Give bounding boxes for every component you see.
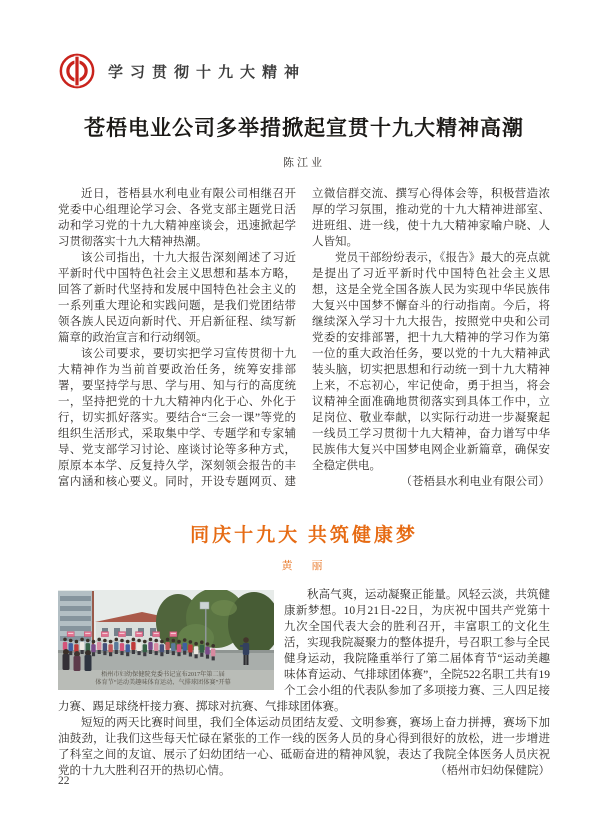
article-1-paragraph-text: 党员干部纷纷表示，《报告》最大的亮点就是提出了习近平新时代中国特色社会主义思想，这是全党全国各族人民为实现中华民族伟大复兴中国梦不懈奋斗的行动指南。今后，将继续深入学习十九大报告，按照党中央和公司党委的安排部署，把十九大精神的学习作为第一位的重大政治任务，要以党的十九大精神武装头脑，切实把思想和行动统一到十九大精神上来，不忘初心，牢记使命，勇于担当，将会议精神全面准确地贯彻落实到具体工作中，立足岗位、敬业奉献，以实际行动进一步凝聚起一线员工学习贯彻十九大精神，奋力谱写中华民族伟大复兴中国梦电网企业新篇章，确保安全稳定供电。 (312, 252, 550, 472)
photo-foreground-figures (63, 649, 92, 671)
article-1-paragraph: 该公司指出，十九大报告深刻阐述了习近平新时代中国特色社会主义思想和基本方略，回答了新时代坚持和发展中国特色社会主义的一系列重大理论和实践问题，是我们党团结带领各族人民迈向新时代、开启新征程、续写新篇章的政治宣言和行动纲领。 (58, 252, 296, 344)
article-2-title: 同庆十九大 共筑健康梦 (190, 525, 418, 546)
article-1-title: 苍梧电业公司多举措掀起宣贯十九大精神高潮 (84, 116, 524, 140)
article-1 (58, 112, 550, 490)
article-2-body (58, 587, 550, 779)
page-number: 22 (58, 775, 70, 787)
article-1-paragraph: 该公司要求，要切实把学习宣传贯彻十九大精神作为当前首要政治任务，统筹安排部署，要坚持学与思、学与用、知与行的高度统一，坚持把党的十九大精神内化于心、外化于行，切实抓好落实。要结合“三会一课”等党的组织生活形式，采取集中学、专题学和专家辅导、党支部学习讨论、座谈讨论等多种方式，原原本本学、反复持久学，深刻领会报告的丰富内涵和核心要义。同时，开设专题网页、建立微信群交流、撰写心得体会等，积极营造浓厚的学习氛围，推动党的十九大精神进部室、进班组、进一线，使十九大精神家喻户晓、人人皆知。 (58, 188, 550, 488)
photo-caption-line-1: 梧州市妇幼保健院党委书记宣布2017年第二届 (101, 671, 225, 678)
page-header (58, 50, 550, 92)
section-title: 学习贯彻十九大精神 (108, 64, 307, 81)
article-2-paragraph (58, 715, 550, 779)
article-2-paragraph-text: 短短的两天比赛时间里，我们全体运动员团结友爱、文明参赛，赛场上奋力拼搏，赛场下加油鼓劲，让我们这些每天忙碌在紧张的工作一线的医务人员的身心得到很好的放松，进一步增进了科室之间的友谊、展示了妇幼团结一心、砥砺奋进的精神风貌，表达了我院全体医务人员庆祝党的十九大胜利召开的热切心情。 (58, 717, 550, 777)
article-2-attribution: （梧州市妇幼保健院） (435, 765, 550, 777)
article-1-author: 陈江业 (283, 157, 325, 169)
trade-union-emblem-icon (58, 52, 96, 90)
courtyard-photo-illustration (58, 590, 274, 690)
article-2-author: 黄 丽 (281, 560, 327, 572)
article-1-body (58, 186, 550, 490)
photo-caption-line-2: 体育节“运动美趣味体育运动、气排球团体赛”开幕 (95, 679, 231, 686)
article-2 (58, 520, 550, 779)
article-1-paragraph (312, 250, 550, 488)
article-2-paragraph: 秋高气爽，运动凝聚正能量。风轻云淡，共筑健康新梦想。10月21日-22日，为庆祝中国共产党第十九次全国代表大会的胜利召开，丰富职工的文化生活，实现我院凝聚力的整体提升，号召职工参与全民健身运动，我院隆重举行了第二届体育节“运动美趣味体育运动、气排球团体赛”，全院522名职工共有19个工会小组的代表队参加了多项接力赛、三人四足接力赛、踢足球绕杆接力赛、掷球对抗赛、气排球团体赛。 (58, 589, 550, 713)
courtyard-photo (58, 590, 274, 690)
article-1-paragraph: 近日，苍梧县水利电业有限公司相继召开党委中心组理论学习会、各党支部主题党日活动和学习党的十九大精神座谈会，迅速掀起学习贯彻落实十九大精神热潮。 (58, 188, 296, 248)
article-1-attribution: （苍梧县水利电业有限公司） (400, 476, 550, 488)
